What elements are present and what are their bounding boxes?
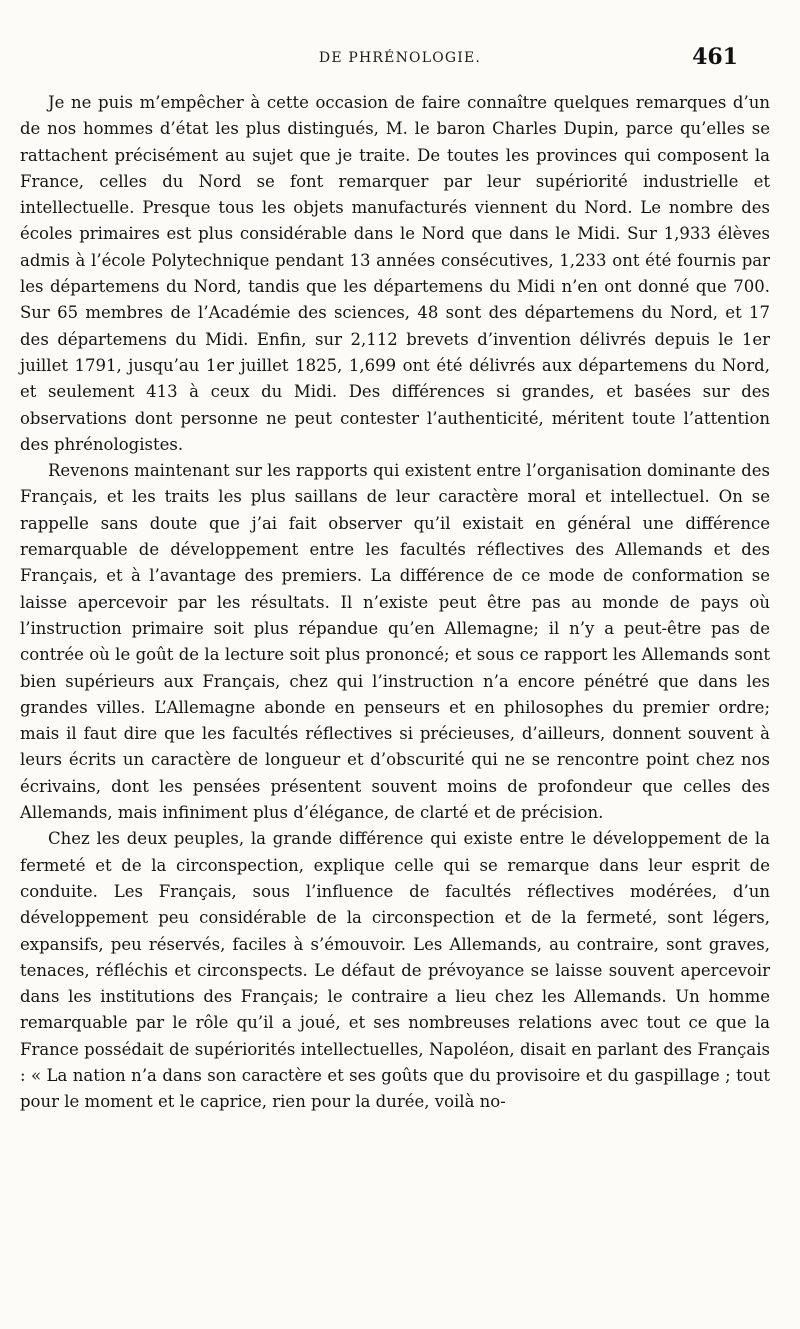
body-text bbox=[20, 90, 770, 1116]
paragraph-1: Je ne puis m’empêcher à cette occasion de faire connaître quelques remarques d’un de nos hommes d’état les plus distingués, M. le baron Charles Dupin, parce qu’elles se rattachent précisément au sujet que je traite. De toutes les provinces qui composent la France, celles du Nord se font remarquer par leur supériorité industrielle et intellectuelle. Presque tous les objets manufacturés viennent du Nord. Le nombre des écoles primaires est plus considérable dans le Nord que dans le Midi. Sur 1,933 élèves admis à l’école Polytechnique pendant 13 années consécutives, 1,233 ont été fournis par les départemens du Nord, tandis que les départemens du Midi n’en ont donné que 700. Sur 65 membres de l’Académie des sciences, 48 sont des départemens du Nord, et 17 des départemens du Midi. Enfin, sur 2,112 brevets d’invention délivrés depuis le 1er juillet 1791, jusqu’au 1er juillet 1825, 1,699 ont été délivrés aux départemens du Nord, et seulement 413 à ceux du Midi. Des différences si grandes, et basées sur des observations dont personne ne peut contester l’authenticité, méritent toute l’attention des phrénologistes. bbox=[20, 93, 770, 454]
paragraph-2: Revenons maintenant sur les rapports qui existent entre l’organisation dominante des Français, et les traits les plus saillans de leur caractère moral et intellectuel. On se rappelle sans doute que j’ai fait observer qu’il existait en général une différence remarquable de développement entre les facultés réflectives des Allemands et des Français, et à l’avantage des premiers. La différence de ce mode de conformation se laisse apercevoir par les résultats. Il n’existe peut être pas au monde de pays où l’instruction primaire soit plus répandue qu’en Allemagne; il n’y a peut-être pas de contrée où le goût de la lecture soit plus prononcé; et sous ce rapport les Allemands sont bien supérieurs aux Français, chez qui l’instruction n’a encore pénétré que dans les grandes villes. L’Allemagne abonde en penseurs et en philosophes du premier ordre; mais il faut dire que les facultés réflectives si précieuses, d’ailleurs, donnent souvent à leurs écrits un caractère de longueur et d’obscurité qui ne se rencontre point chez nos écrivains, dont les pensées présentent souvent moins de profondeur que celles des Allemands, mais infiniment plus d’élégance, de clarté et de précision. bbox=[20, 461, 770, 823]
page-number: 461 bbox=[692, 44, 738, 70]
paragraph-3: Chez les deux peuples, la grande différence qui existe entre le développement de la fermeté et de la circonspection, explique celle qui se remarque dans leur esprit de conduite. Les Français, sous l’influence de facultés réflectives modérées, d’un développement peu considérable de la circonspection et de la fermeté, sont légers, expansifs, peu réservés, faciles à s’émouvoir. Les Allemands, au contraire, sont graves, tenaces, réfléchis et circonspects. Le défaut de prévoyance se laisse souvent apercevoir dans les institutions des Français; le contraire a lieu chez les Allemands. Un homme remarquable par le rôle qu’il a joué, et ses nombreuses relations avec tout ce que la France possédait de supériorités intellectuelles, Napoléon, disait en parlant des Français : « La nation n’a dans son caractère et ses goûts que du provisoire et du gaspillage ; tout pour le moment et le caprice, rien pour la durée, voilà no- bbox=[20, 829, 770, 1112]
running-title: DE PHRÉNOLOGIE. bbox=[318, 50, 482, 66]
running-head bbox=[0, 42, 800, 74]
